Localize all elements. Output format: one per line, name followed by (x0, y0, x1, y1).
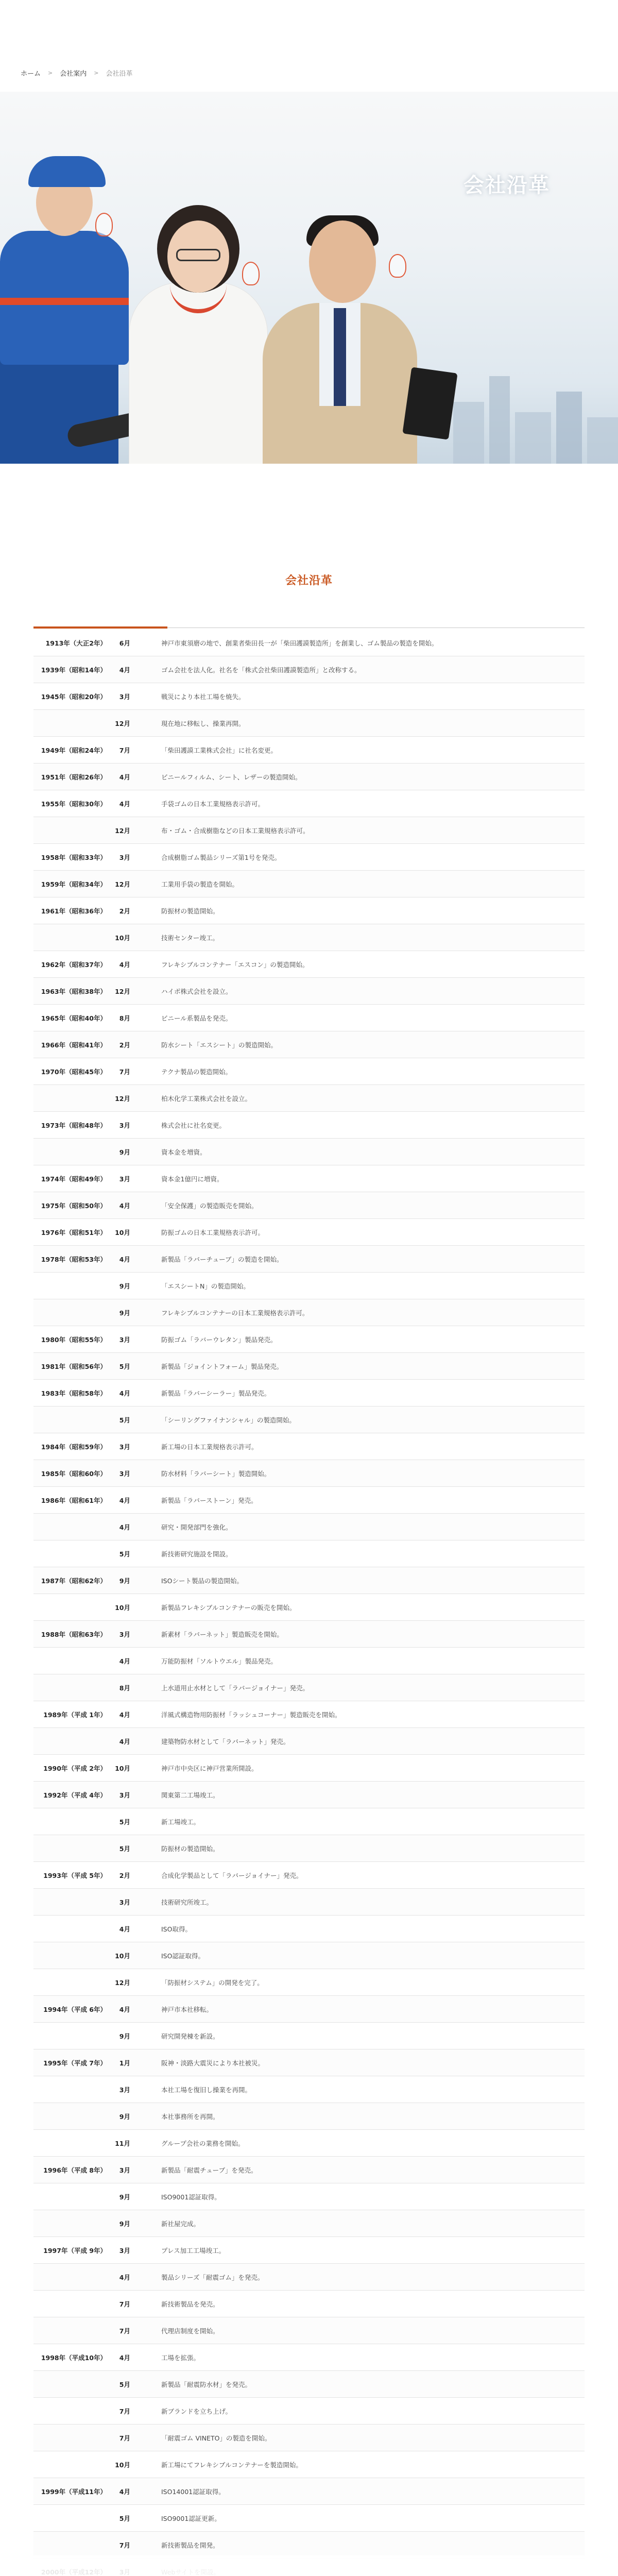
table-row (33, 2157, 585, 2183)
history-month: 5月 (119, 2514, 130, 2522)
history-event: 新工場竣工。 (161, 1818, 200, 1826)
history-event: 「エスシートN」の製造開始。 (161, 1282, 250, 1290)
hero-building (515, 412, 551, 464)
history-event: 新製品フレキシブルコンテナーの販売を開始。 (161, 1603, 296, 1612)
history-month: 7月 (119, 746, 130, 754)
section-divider-accent (33, 626, 167, 629)
history-month: 4月 (119, 773, 130, 781)
table-row (33, 897, 585, 924)
table-row (33, 1889, 585, 1916)
table-row (33, 1674, 585, 1701)
history-event: 防水材料「ラバーシート」製造開始。 (161, 1469, 271, 1478)
table-row (33, 1594, 585, 1621)
history-month: 10月 (115, 1228, 130, 1236)
table-row (33, 2505, 585, 2532)
table-row (33, 1942, 585, 1969)
table-row (33, 1460, 585, 1487)
history-year: 1961年（昭和36年） (41, 907, 107, 915)
history-year: 1945年（昭和20年） (41, 692, 107, 701)
history-event: 洋風式構造物用防振材「ラッシュコーナー」製造販売を開始。 (161, 1710, 341, 1719)
history-year: 1990年（平成 2年） (43, 1764, 107, 1772)
history-month: 4月 (119, 2487, 130, 2496)
history-event: 新技術製品を開発。 (161, 2541, 219, 2549)
history-month: 9月 (119, 1309, 130, 1317)
history-year: 1980年（昭和55年） (41, 1335, 107, 1344)
history-event: 合成化学製品として「ラバージョイナー」発売。 (161, 1871, 303, 1879)
history-year: 1959年（昭和34年） (41, 880, 107, 888)
hero-tablet (402, 367, 457, 439)
history-year: 1993年（平成 5年） (43, 1871, 107, 1879)
hero-person-worker-cap (28, 156, 106, 187)
history-event: ISO9001認証取得。 (161, 2193, 221, 2201)
section-heading: 会社沿革 (285, 574, 333, 587)
history-month: 4月 (119, 666, 130, 674)
history-event: 防振材の製造開始。 (161, 1844, 219, 1853)
history-event: テクナ製品の製造開始。 (161, 1067, 232, 1076)
table-row (33, 1835, 585, 1862)
history-month: 7月 (119, 2327, 130, 2335)
table-row (33, 1782, 585, 1808)
table-row (33, 1701, 585, 1728)
table-row (33, 1219, 585, 1246)
history-month: 9月 (119, 1148, 130, 1156)
history-event: 建築物防水材として「ラバーネット」発売。 (161, 1737, 290, 1745)
table-row (33, 1808, 585, 1835)
history-month: 4月 (119, 2273, 130, 2281)
history-month: 8月 (119, 1014, 130, 1022)
history-year: 1939年（昭和14年） (41, 666, 107, 674)
table-row (33, 1165, 585, 1192)
history-month: 4月 (119, 1201, 130, 1210)
history-month: 3月 (119, 692, 130, 701)
table-row (33, 2451, 585, 2478)
history-event: 万能防振材「ソルトウエル」製品発売。 (161, 1657, 278, 1665)
history-month: 3月 (119, 1469, 130, 1478)
history-year: 1949年（昭和24年） (41, 746, 107, 754)
history-month: 9月 (119, 2193, 130, 2201)
history-month: 3月 (119, 853, 130, 861)
history-event: 代理店制度を開始。 (161, 2327, 219, 2335)
table-row (33, 2371, 585, 2398)
history-year: 1951年（昭和26年） (41, 773, 107, 781)
history-event: 工場を拡張。 (161, 2353, 200, 2362)
history-month: 1月 (119, 2059, 130, 2067)
history-year: 1985年（昭和60年） (41, 1469, 107, 1478)
history-event: 技術センター竣工。 (161, 934, 219, 942)
history-event: ISO9001認証更新。 (161, 2514, 221, 2522)
history-month: 9月 (119, 1577, 130, 1585)
history-event: ゴム会社を法人化。社名を「株式会社柴田護謨製造所」と改称する。 (161, 666, 361, 674)
table-row (33, 656, 585, 683)
history-event: ビニールフィルム、シート、レザーの製造開始。 (161, 773, 302, 781)
history-event: 関東第二工場竣工。 (161, 1791, 219, 1799)
history-month: 12月 (115, 1094, 130, 1103)
history-event: 防振ゴム「ラバーウレタン」製品発売。 (161, 1335, 277, 1344)
table-row (33, 2532, 585, 2558)
history-month: 5月 (119, 1818, 130, 1826)
history-event: 「防振材システム」の開発を完了。 (161, 1978, 264, 1987)
history-event: 新工場の日本工業規格表示許可。 (161, 1443, 258, 1451)
history-month: 3月 (119, 2246, 130, 2255)
table-row (33, 1246, 585, 1273)
hero-person-worker-stripe (0, 298, 129, 305)
history-event: 現在地に移転し、操業再開。 (161, 719, 245, 727)
table-row (33, 978, 585, 1005)
history-event: 工業用手袋の製造を開始。 (161, 880, 239, 888)
history-event: 阪神・淡路大震災により本社被災。 (161, 2059, 265, 2067)
history-event: 新製品「ジョイントフォーム」製品発売。 (161, 1362, 283, 1370)
history-month: 3月 (119, 2166, 130, 2174)
history-month: 7月 (119, 2300, 130, 2308)
history-event: 新ブランドを立ち上げ。 (161, 2407, 232, 2415)
history-year: 1966年（昭和41年） (41, 1041, 107, 1049)
table-row (33, 764, 585, 790)
table-row (33, 817, 585, 844)
history-month: 2月 (119, 907, 130, 915)
mascot-icon (95, 213, 113, 236)
table-row (33, 2130, 585, 2157)
history-year: 1987年（昭和62年） (41, 1577, 107, 1585)
history-event: 「耐震ゴム VINETO」の製造を開始。 (161, 2434, 271, 2442)
hero-building (489, 376, 510, 464)
history-month: 4月 (119, 1925, 130, 1933)
table-row (33, 1487, 585, 1514)
history-month: 10月 (115, 1952, 130, 1960)
history-month: 9月 (119, 2219, 130, 2228)
history-month: 12月 (115, 826, 130, 835)
history-month: 4月 (119, 1496, 130, 1504)
table-row (33, 790, 585, 817)
history-month: 2月 (119, 1041, 130, 1049)
table-row (33, 1540, 585, 1567)
history-year: 1999年（平成11年） (41, 2487, 107, 2496)
history-year: 1984年（昭和59年） (41, 1443, 107, 1451)
hero-person-businessman-head (309, 221, 376, 303)
history-month: 3月 (119, 1898, 130, 1906)
history-month: 3月 (119, 1121, 130, 1129)
table-row (33, 1728, 585, 1755)
hero-glasses (176, 249, 220, 261)
history-month: 3月 (119, 1443, 130, 1451)
history-event: 技術研究所竣工。 (161, 1898, 213, 1906)
table-row (33, 1031, 585, 1058)
table-row (33, 1916, 585, 1942)
history-month: 3月 (119, 1630, 130, 1638)
history-month: 5月 (119, 1416, 130, 1424)
history-event: 新技術研究施設を開設。 (161, 1550, 232, 1558)
history-year: 1974年（昭和49年） (41, 1175, 107, 1183)
page-title: 会社沿革 (464, 174, 550, 197)
history-year: 1973年（昭和48年） (41, 1121, 107, 1129)
history-event: 新製品「ラバーチューブ」の製造を開始。 (161, 1255, 283, 1263)
history-event: 新素材「ラバーネット」製造販売を開始。 (161, 1630, 283, 1638)
table-row (33, 1326, 585, 1353)
history-month: 5月 (119, 1844, 130, 1853)
table-row (33, 1406, 585, 1433)
history-event: 本社事務所を再開。 (161, 2112, 219, 2121)
breadcrumb-company[interactable]: 会社案内 (60, 70, 87, 78)
mascot-icon (389, 254, 406, 278)
history-month: 11月 (115, 2139, 130, 2147)
history-month: 12月 (115, 987, 130, 995)
history-month: 12月 (115, 1978, 130, 1987)
history-event: 新技術製品を発売。 (161, 2300, 219, 2308)
history-event: 製品シリーズ「耐震ゴム」を発売。 (161, 2273, 264, 2281)
history-event: ISO14001認証取得。 (161, 2487, 225, 2496)
history-month: 7月 (119, 2434, 130, 2442)
history-year: 1983年（昭和58年） (41, 1389, 107, 1397)
history-year: 1981年（昭和56年） (41, 1362, 107, 1370)
history-month: 12月 (115, 719, 130, 727)
table-row (33, 844, 585, 871)
table-row (33, 630, 585, 656)
table-row (33, 1648, 585, 1674)
history-event: 上水道用止水材として「ラバージョイナー」発売。 (161, 1684, 310, 1692)
history-event: 株式会社に社名変更。 (161, 1121, 226, 1129)
history-event: 新製品「耐震チューブ」を発売。 (161, 2166, 258, 2174)
history-month: 8月 (119, 1684, 130, 1692)
history-year: 1988年（昭和63年） (41, 1630, 107, 1638)
history-year: 1986年（昭和61年） (41, 1496, 107, 1504)
history-month: 3月 (119, 1791, 130, 1799)
table-row (33, 1621, 585, 1648)
history-month: 12月 (115, 880, 130, 888)
table-row (33, 1567, 585, 1594)
table-row (33, 710, 585, 737)
history-event: 研究・開発部門を強化。 (161, 1523, 232, 1531)
hero-building (453, 402, 484, 464)
history-event: 神戸市本社移転。 (161, 2005, 213, 2013)
history-event: フレキシブルコンテナー「エスコン」の製造開始。 (161, 960, 309, 969)
history-month: 10月 (115, 1603, 130, 1612)
table-row (33, 1514, 585, 1540)
history-month: 3月 (119, 1335, 130, 1344)
table-row (33, 1996, 585, 2023)
history-year: 1992年（平成 4年） (43, 1791, 107, 1799)
history-event: 新製品「ラバーシーラー」製品発売。 (161, 1389, 271, 1397)
history-event: 資本金1億円に増資。 (161, 1175, 224, 1183)
table-row (33, 1005, 585, 1031)
history-month: 2月 (119, 1871, 130, 1879)
breadcrumb-current: 会社沿革 (106, 70, 133, 78)
table-row (33, 737, 585, 764)
history-month: 4月 (119, 1523, 130, 1531)
hero-image (0, 92, 618, 464)
table-row (33, 1085, 585, 1112)
history-month: 9月 (119, 1282, 130, 1290)
history-year: 1962年（昭和37年） (41, 960, 107, 969)
history-month: 5月 (119, 1362, 130, 1370)
history-month: 4月 (119, 1389, 130, 1397)
breadcrumb-separator-icon: > (48, 70, 53, 76)
history-event: フレキシブルコンテナーの日本工業規格表示許可。 (161, 1309, 309, 1317)
history-year: 1963年（昭和38年） (41, 987, 107, 995)
history-month: 4月 (119, 960, 130, 969)
history-year: 1976年（昭和51年） (41, 1228, 107, 1236)
breadcrumb-separator-icon: > (94, 70, 99, 76)
table-row (33, 2317, 585, 2344)
history-month: 6月 (119, 639, 130, 647)
history-event: 布・ゴム・合成樹脂などの日本工業規格表示許可。 (161, 826, 310, 835)
history-event: 神戸市東須磨の地で、創業者柴田長一が「柴田護謨製造所」を創業し、ゴム製品の製造を開始。 (161, 639, 438, 647)
table-row (33, 1862, 585, 1889)
history-year: 1913年（大正2年） (45, 639, 107, 647)
history-event: 防水シート「エスシート」の製造開始。 (161, 1041, 278, 1049)
history-month: 4月 (119, 1657, 130, 1665)
history-month: 4月 (119, 1710, 130, 1719)
history-month: 7月 (119, 2407, 130, 2415)
history-event: 合成樹脂ゴム製品シリーズ第1号を発売。 (161, 853, 281, 861)
history-event: ISOシート製品の製造開始。 (161, 1577, 243, 1585)
table-row (33, 1380, 585, 1406)
history-year: 1996年（平成 8年） (43, 2166, 107, 2174)
history-event: 神戸市中央区に神戸営業所開設。 (161, 1764, 258, 1772)
history-year: 1958年（昭和33年） (41, 853, 107, 861)
history-event: 新社屋完成。 (161, 2219, 200, 2228)
table-row (33, 2398, 585, 2425)
hero-building (587, 417, 618, 464)
table-row (33, 2425, 585, 2451)
table-row (33, 871, 585, 897)
history-year: 1998年（平成10年） (41, 2353, 107, 2362)
history-month: 10月 (115, 2461, 130, 2469)
breadcrumb-home[interactable]: ホーム (21, 70, 41, 78)
history-year: 1994年（平成 6年） (43, 2005, 107, 2013)
history-event: 「柴田護謨工業株式会社」に社名変更。 (161, 746, 278, 754)
hero-person-businessman-tie (334, 308, 346, 406)
history-event: 新工場にてフレキシブルコンテナーを製造開始。 (161, 2461, 302, 2469)
history-year: 1995年（平成 7年） (43, 2059, 107, 2067)
table-row (33, 2023, 585, 2049)
table-row (33, 1433, 585, 1460)
table-row (33, 1273, 585, 1299)
breadcrumb (21, 68, 132, 78)
history-event: グループ会社の業務を開始。 (161, 2139, 245, 2147)
history-event: 防振材の製造開始。 (161, 907, 219, 915)
table-row (33, 924, 585, 951)
history-event: 柏木化学工業株式会社を設立。 (161, 1094, 252, 1103)
history-month: 4月 (119, 800, 130, 808)
site-header (0, 2555, 618, 2576)
table-row (33, 1969, 585, 1996)
history-event: 戦災により本社工場を焼失。 (161, 692, 245, 701)
table-row (33, 1299, 585, 1326)
table-row (33, 1192, 585, 1219)
history-event: プレス加工工場竣工。 (161, 2246, 226, 2255)
history-event: ISO取得。 (161, 1925, 192, 1933)
history-event: 新製品「耐震防水材」を発売。 (161, 2380, 252, 2388)
history-year: 1975年（昭和50年） (41, 1201, 107, 1210)
table-row (33, 683, 585, 710)
history-month: 4月 (119, 2005, 130, 2013)
history-event: 「安全保護」の製造販売を開始。 (161, 1201, 258, 1210)
history-month: 5月 (119, 2380, 130, 2388)
history-year: 1989年（平成 1年） (43, 1710, 107, 1719)
history-event: 資本金を増資。 (161, 1148, 207, 1156)
table-row (33, 1139, 585, 1165)
history-year: 1978年（昭和53年） (41, 1255, 107, 1263)
history-table (33, 630, 585, 2576)
history-month: 3月 (119, 1175, 130, 1183)
table-row (33, 2344, 585, 2371)
table-row (33, 1112, 585, 1139)
table-row (33, 2291, 585, 2317)
history-event: 防振ゴムの日本工業規格表示許可。 (161, 1228, 265, 1236)
history-year: 1955年（昭和30年） (41, 800, 107, 808)
history-month: 10月 (115, 934, 130, 942)
table-row (33, 951, 585, 978)
history-year: 1970年（昭和45年） (41, 1067, 107, 1076)
hero-building (556, 392, 582, 464)
table-row (33, 1058, 585, 1085)
table-row (33, 2237, 585, 2264)
history-event: 研究開発棟を新設。 (161, 2032, 219, 2040)
history-month: 4月 (119, 1255, 130, 1263)
history-event: ISO認証取得。 (161, 1952, 204, 1960)
table-row (33, 1353, 585, 1380)
history-event: 手袋ゴムの日本工業規格表示許可。 (161, 800, 265, 808)
history-month: 3月 (119, 2086, 130, 2094)
history-month: 7月 (119, 1067, 130, 1076)
mascot-icon (242, 262, 260, 285)
history-event: 新製品「ラバーストーン」発売。 (161, 1496, 258, 1504)
history-event: 「シーリングファイナンシャル」の製造開始。 (161, 1416, 296, 1424)
history-month: 10月 (115, 1764, 130, 1772)
table-row (33, 2076, 585, 2103)
history-year: 1997年（平成 9年） (43, 2246, 107, 2255)
table-row (33, 2183, 585, 2210)
table-row (33, 2264, 585, 2291)
history-month: 9月 (119, 2112, 130, 2121)
table-row (33, 2103, 585, 2130)
table-row (33, 2049, 585, 2076)
history-event: 本社工場を復旧し操業を再開。 (161, 2086, 252, 2094)
table-row (33, 2210, 585, 2237)
history-month: 5月 (119, 1550, 130, 1558)
history-month: 4月 (119, 1737, 130, 1745)
history-month: 7月 (119, 2541, 130, 2549)
history-event: ビニール系製品を発売。 (161, 1014, 232, 1022)
history-event: ハイポ株式会社を設立。 (161, 987, 232, 995)
history-year: 1965年（昭和40年） (41, 1014, 107, 1022)
table-row (33, 1755, 585, 1782)
history-month: 4月 (119, 2353, 130, 2362)
table-row (33, 2478, 585, 2505)
history-month: 9月 (119, 2032, 130, 2040)
